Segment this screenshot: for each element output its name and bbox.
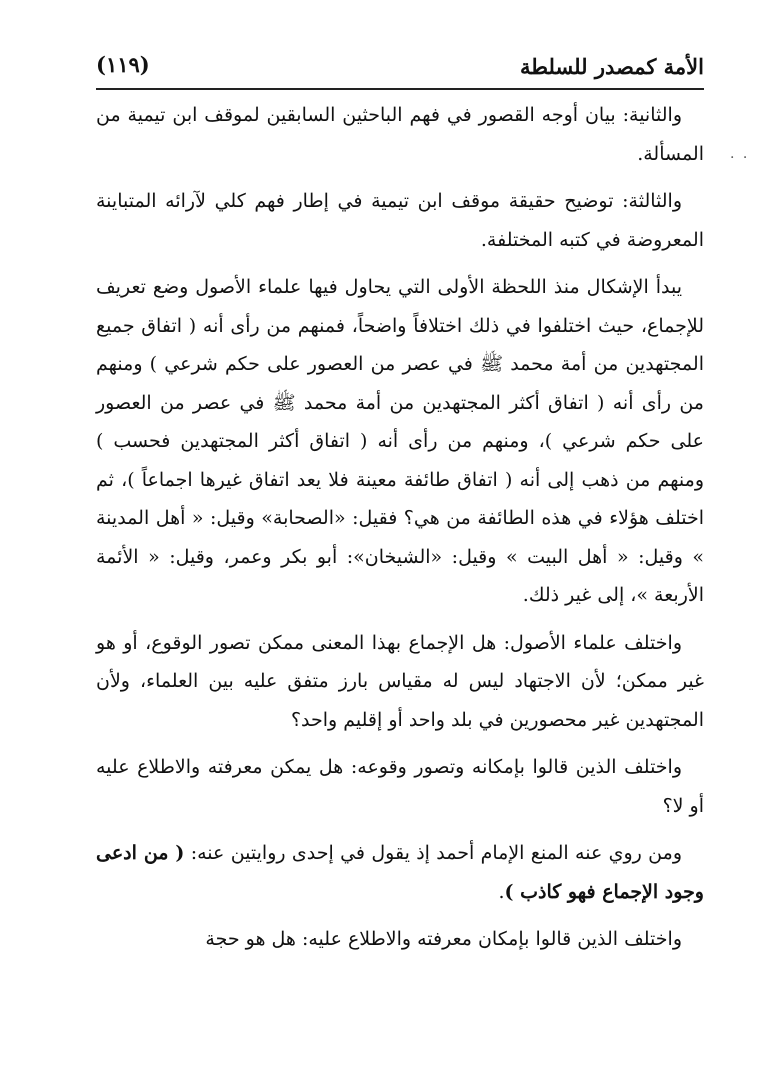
imam-ahmad-intro: ومن روي عنه المنع الإمام أحمد إذ يقول في إحدى روايتين عنه:: [184, 842, 682, 864]
page-number: (١١٩): [96, 52, 150, 77]
page-header: [96, 46, 704, 86]
paragraph-consensus-proof: واختلف الذين قالوا بإمكان معرفته والاطلاع عليه: هل هو حجة: [205, 928, 682, 950]
body-text: [96, 96, 704, 968]
paragraph-consensus-possibility: واختلف علماء الأصول: هل الإجماع بهذا المعنى ممكن تصور الوقوع، أو هو غير ممكن؛ لأن الاجتهاد ليس له مقياس بارز متفق عليه بين العلماء، ولأن المجتهدين غير محصورين في بلد واحد أو إقليم واحد؟: [96, 631, 704, 731]
imam-ahmad-quote: ( من ادعى وجود الإجماع فهو كاذب ): [96, 842, 704, 903]
margin-mark: · ·: [730, 150, 750, 166]
paragraph-consensus-knowability: واختلف الذين قالوا بإمكانه وتصور وقوعه: هل يمكن معرفته والاطلاع عليه أو لا؟: [96, 756, 704, 817]
paragraph-third-point: والثالثة: توضيح حقيقة موقف ابن تيمية في إطار فهم كلي لآرائه المتباينة المعروضة في كتبه المختلفة.: [96, 190, 704, 251]
paragraph-consensus-definitions: يبدأ الإشكال منذ اللحظة الأولى التي يحاول فيها علماء الأصول وضع تعريف للإجماع، حيث اختلفوا في ذلك اختلافاً واضحاً، فمنهم من رأى أنه ( اتفاق جميع المجتهدين من أمة محمد ﷺ في عصر من العصور على حكم شرعي ) ومنهم من رأى أنه ( اتفاق أكثر المجتهدين من أمة محمد ﷺ في عصر من العصور على حكم شرعي )، ومنهم من رأى أنه ( اتفاق أكثر المجتهدين فحسب ) ومنهم من ذهب إلى أنه ( اتفاق طائفة معينة فلا يعد اتفاق غيرها اجماعاً )، ثم اختلف هؤلاء في هذه الطائفة من هي؟ فقيل: «الصحابة» وقيل: « أهل المدينة » وقيل: « أهل البيت » وقيل: «الشيخان»: أبو بكر وعمر، وقيل: « الأئمة الأربعة »، إلى غير ذلك.: [96, 276, 704, 606]
paragraph-imam-ahmad: [96, 834, 704, 911]
paragraph-second-point: والثانية: بيان أوجه القصور في فهم الباحثين السابقين لموقف ابن تيمية من المسألة.: [96, 104, 704, 165]
header-divider: [96, 88, 704, 90]
imam-ahmad-end: .: [498, 880, 505, 903]
running-title: الأمة كمصدر للسلطة: [520, 54, 704, 79]
